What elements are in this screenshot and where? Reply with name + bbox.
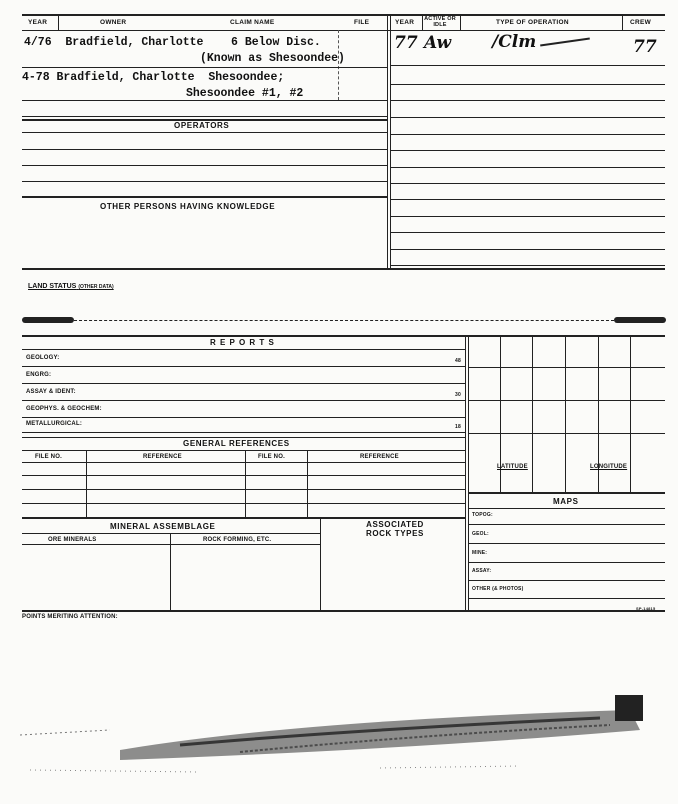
handwritten-year: 77 bbox=[394, 33, 418, 53]
header-sep bbox=[622, 15, 623, 30]
latitude-label: LATITUDE bbox=[497, 464, 528, 470]
top-border bbox=[22, 14, 665, 16]
right-row-rule bbox=[390, 150, 665, 151]
row-rule bbox=[22, 400, 465, 401]
form-number: SP-14815 bbox=[636, 606, 656, 611]
right-row-rule bbox=[390, 249, 665, 250]
land-status-heading bbox=[28, 283, 114, 290]
right-row-rule bbox=[390, 265, 665, 266]
report-count: 18 bbox=[455, 424, 461, 430]
general-ref-top-rule bbox=[22, 437, 465, 438]
land-status-label: LAND STATUS bbox=[28, 283, 77, 290]
report-count: 48 bbox=[455, 358, 461, 364]
map-row-label: ASSAY: bbox=[472, 568, 492, 574]
map-row-label: OTHER (& PHOTOS) bbox=[472, 586, 524, 592]
row-rule bbox=[22, 149, 387, 150]
col-file-header: FILE bbox=[354, 19, 370, 26]
reference-header-2: REFERENCE bbox=[360, 454, 399, 460]
file-no-header-1: FILE NO. bbox=[35, 454, 62, 460]
reports-right-border bbox=[465, 335, 466, 611]
col-active-idle-header: ACTIVE OR IDLE bbox=[424, 16, 456, 28]
maps-top-rule bbox=[468, 492, 665, 494]
row-rule bbox=[22, 533, 320, 534]
general-references-heading: GENERAL REFERENCES bbox=[183, 439, 290, 448]
row-rule bbox=[22, 366, 465, 367]
coord-grid-line bbox=[468, 367, 665, 368]
mineral-col-line bbox=[170, 533, 171, 611]
row-rule bbox=[468, 524, 665, 525]
operators-heading: OPERATORS bbox=[174, 121, 230, 130]
right-row-rule bbox=[390, 232, 665, 233]
rock-forming-header: ROCK FORMING, ETC. bbox=[203, 537, 272, 543]
col-type-operation-header: TYPE OF OPERATION bbox=[496, 19, 569, 26]
scan-noise bbox=[0, 690, 678, 800]
row-rule bbox=[22, 116, 387, 117]
report-label: GEOLOGY: bbox=[26, 355, 60, 361]
right-row-rule bbox=[390, 134, 665, 135]
right-row-rule bbox=[390, 117, 665, 118]
row-rule bbox=[468, 562, 665, 563]
row-rule bbox=[22, 165, 387, 166]
row-rule bbox=[468, 598, 665, 599]
reports-top-rule bbox=[22, 335, 665, 337]
header-rule bbox=[22, 30, 665, 31]
ore-minerals-header: ORE MINERALS bbox=[48, 537, 97, 543]
right-row-rule bbox=[390, 100, 665, 101]
mineral-col-line bbox=[320, 517, 321, 611]
coord-grid-line bbox=[565, 335, 566, 493]
land-status-rule bbox=[74, 320, 614, 321]
entry-1-sub: (Known as Shesoondee) bbox=[200, 52, 345, 65]
col-crew-header: CREW bbox=[630, 19, 652, 26]
row-rule bbox=[468, 508, 665, 509]
handwritten-stroke bbox=[540, 38, 590, 47]
row-rule bbox=[22, 462, 465, 463]
reports-right-border-2 bbox=[468, 335, 469, 611]
row-rule bbox=[22, 503, 465, 504]
bottom-rule bbox=[22, 610, 665, 612]
row-rule bbox=[22, 475, 465, 476]
map-row-label: GEOL: bbox=[472, 531, 489, 537]
report-label: ASSAY & IDENT: bbox=[26, 389, 76, 395]
row-rule bbox=[22, 67, 387, 68]
ref-col-line bbox=[86, 450, 87, 517]
file-column-rule bbox=[338, 30, 339, 100]
row-rule bbox=[22, 417, 465, 418]
longitude-label: LONGITUDE bbox=[590, 464, 628, 470]
other-persons-heading: OTHER PERSONS HAVING KNOWLEDGE bbox=[100, 202, 276, 211]
ref-col-line bbox=[307, 450, 308, 517]
col-year2-header: YEAR bbox=[395, 19, 415, 26]
right-row-rule bbox=[390, 84, 665, 85]
report-label: ENGRG: bbox=[26, 372, 52, 378]
center-divider bbox=[387, 15, 388, 270]
report-count: 30 bbox=[455, 392, 461, 398]
entry-2-sub: Shesoondee #1, #2 bbox=[186, 87, 304, 100]
points-meriting-attention-label: POINTS MERITING ATTENTION: bbox=[22, 614, 118, 620]
coord-grid-line bbox=[468, 400, 665, 401]
scan-blot-left bbox=[22, 317, 74, 323]
coord-grid-line bbox=[532, 335, 533, 493]
right-row-rule bbox=[390, 167, 665, 168]
coord-grid-line bbox=[630, 335, 631, 493]
map-row-label: MINE: bbox=[472, 550, 488, 556]
row-rule bbox=[22, 383, 465, 384]
file-no-header-2: FILE NO. bbox=[258, 454, 285, 460]
row-rule bbox=[22, 349, 465, 350]
handwritten-status: Aw bbox=[424, 33, 452, 53]
col-owner-header: OWNER bbox=[100, 19, 127, 26]
col-year-header: YEAR bbox=[28, 19, 48, 26]
right-row-rule bbox=[390, 199, 665, 200]
header-sep bbox=[58, 15, 59, 30]
land-status-top-rule bbox=[22, 268, 665, 270]
scan-blot-right bbox=[614, 317, 666, 323]
report-label: METALLURGICAL: bbox=[26, 421, 83, 427]
row-rule bbox=[468, 580, 665, 581]
row-rule bbox=[22, 432, 465, 433]
mineral-top-rule bbox=[22, 517, 465, 519]
mineral-assemblage-heading: MINERAL ASSEMBLAGE bbox=[110, 522, 216, 531]
land-status-sublabel: (OTHER DATA) bbox=[78, 284, 114, 290]
reports-heading: R E P O R T S bbox=[210, 338, 275, 347]
header-sep bbox=[460, 15, 461, 30]
entry-1-line: 4/76 Bradfield, Charlotte 6 Below Disc. bbox=[24, 36, 321, 49]
other-persons-rule bbox=[22, 196, 387, 198]
col-claim-name-header: CLAIM NAME bbox=[230, 19, 275, 26]
handwritten-crew: 77 bbox=[633, 37, 657, 57]
row-rule bbox=[22, 544, 320, 545]
handwritten-operation: /Clm bbox=[492, 32, 537, 52]
row-rule bbox=[22, 489, 465, 490]
reference-header-1: REFERENCE bbox=[143, 454, 182, 460]
map-row-label: TOPOG: bbox=[472, 512, 493, 518]
coord-grid-line bbox=[468, 433, 665, 434]
report-label: GEOPHYS. & GEOCHEM: bbox=[26, 406, 102, 412]
right-row-rule bbox=[390, 183, 665, 184]
row-rule bbox=[22, 132, 387, 133]
header-sep bbox=[422, 15, 423, 30]
right-row-rule bbox=[390, 216, 665, 217]
row-rule bbox=[22, 450, 465, 451]
row-rule bbox=[22, 181, 387, 182]
row-rule bbox=[468, 543, 665, 544]
right-row-rule bbox=[390, 65, 665, 66]
ref-col-line bbox=[245, 450, 246, 517]
row-rule bbox=[22, 100, 387, 101]
entry-2-line: 4-78 Bradfield, Charlotte Shesoondee; bbox=[22, 71, 285, 84]
associated-rock-types-heading: ASSOCIATED ROCK TYPES bbox=[365, 520, 424, 538]
maps-heading: MAPS bbox=[553, 497, 579, 506]
